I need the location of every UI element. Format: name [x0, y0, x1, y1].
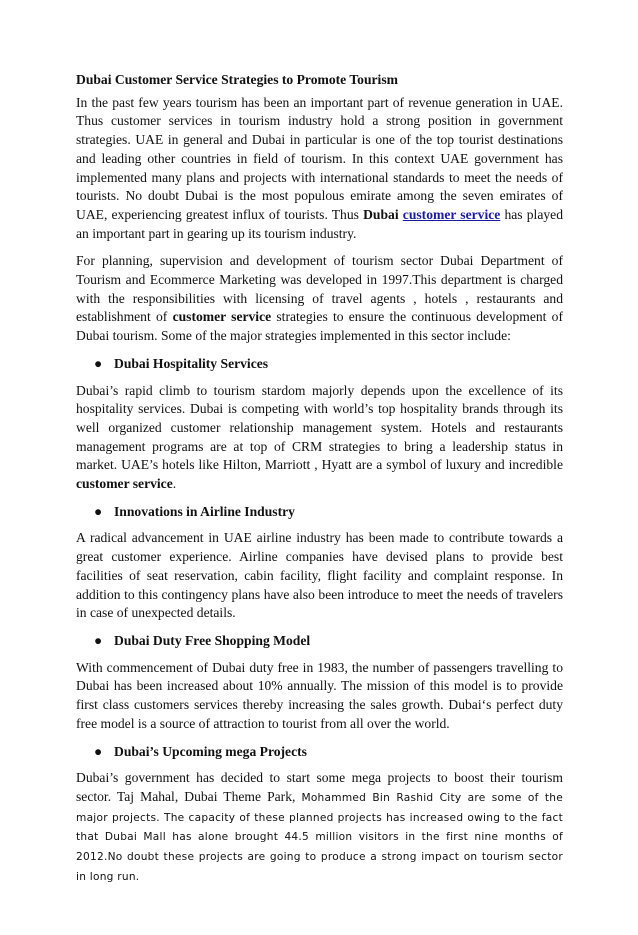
customer-service-link[interactable]: customer service: [402, 206, 501, 222]
paragraph-airline: A radical advancement in UAE airline industry has been made to contribute towards a great customer experience. Airline companies have devised plans to provide best facilities of seat reservation, cabin facility, flight facility and complaint response. In addition to this contingency plans have also been introduce to meet the needs of travelers in case of unexpected details.: [76, 530, 563, 621]
paragraph-text: Dubai’s government has decided to start some mega projects to boost their tourism sector. Taj Mahal, Dubai Theme Park,: [76, 770, 563, 804]
bullet-icon: ●: [94, 743, 103, 759]
paragraph-text: strategies to ensure the continuous development of Dubai tourism. Some of the major strategies implemented in this sector include:: [76, 309, 564, 344]
bullet-label: Dubai Hospitality Services: [114, 355, 269, 371]
paragraph-text: .: [172, 476, 177, 492]
bullet-icon: ●: [94, 503, 103, 519]
bold-text: customer service: [172, 309, 272, 325]
paragraph-text-sans: Mohammed Bin Rashid City are some of the major projects. The capacity of these planned projects has increased owing to the fact that Dubai Mall has alone brought 44.5 million visitors in the first nine months of 2012.No doubt these projects are going to produce a strong impact on tourism sector in long run.: [76, 791, 563, 883]
paragraph-text: For planning, supervision and development of tourism sector Dubai Department of Tourism and Ecommerce Marketing was developed in 1997.This department is charged with the responsibilities with licensing of travel agents , hotels , restaurants and establishment of: [76, 253, 563, 325]
paragraph-duty-free: With commencement of Dubai duty free in 1983, the number of passengers travelling to Dubai has been increased about 10% annually. The mission of this model is to provide first class customers services thereby increasing the sales growth. Dubai‘s perfect duty free model is a source of attraction to tourist from all over the world.: [76, 659, 563, 731]
paragraph-hospitality: [76, 382, 563, 494]
paragraph-text: has played an important part in gearing up its tourism industry.: [76, 206, 563, 241]
document-title: Dubai Customer Service Strategies to Promote Tourism: [76, 72, 398, 87]
bullet-label: Dubai’s Upcoming mega Projects: [114, 743, 307, 759]
bullet-item: [76, 355, 563, 374]
bold-text: customer service: [76, 476, 173, 492]
paragraph-text: Dubai’s rapid climb to tourism stardom majorly depends upon the excellence of its hospitality services. Dubai is competing with world’s top hospitality brands through its well organized customer relationship management system. Hotels and restaurants management programs are at top of CRM strategies to bring a leadership status in market. UAE’s hotels like Hilton, Marriott , Hyatt are a symbol of luxury and incredible: [76, 382, 563, 473]
paragraph-planning: [76, 252, 563, 346]
paragraph-intro: [76, 94, 563, 244]
bullet-item: [76, 743, 563, 762]
bullet-icon: ●: [94, 632, 103, 648]
bullet-item: [76, 503, 563, 522]
bullet-icon: ●: [94, 355, 103, 371]
paragraph-text: In the past few years tourism has been an important part of revenue generation in UAE. Thus customer services in tourism industry hold a strong position in government strategies. UAE in general and Dubai in particular is one of the top tourist destinations and leading other countries in field of tourism. In this context UAE government has implemented many plans and projects with international standards to meet the needs of tourists. No doubt Dubai is the most populous emirate among the seven emirates of UAE, experiencing greatest influx of tourists. Thus: [76, 94, 563, 222]
bold-text: Dubai: [363, 206, 403, 222]
bullet-label: Innovations in Airline Industry: [114, 503, 295, 519]
bullet-item: [76, 632, 563, 651]
bullet-label: Dubai Duty Free Shopping Model: [114, 632, 311, 648]
paragraph-mega-projects: [76, 769, 563, 886]
